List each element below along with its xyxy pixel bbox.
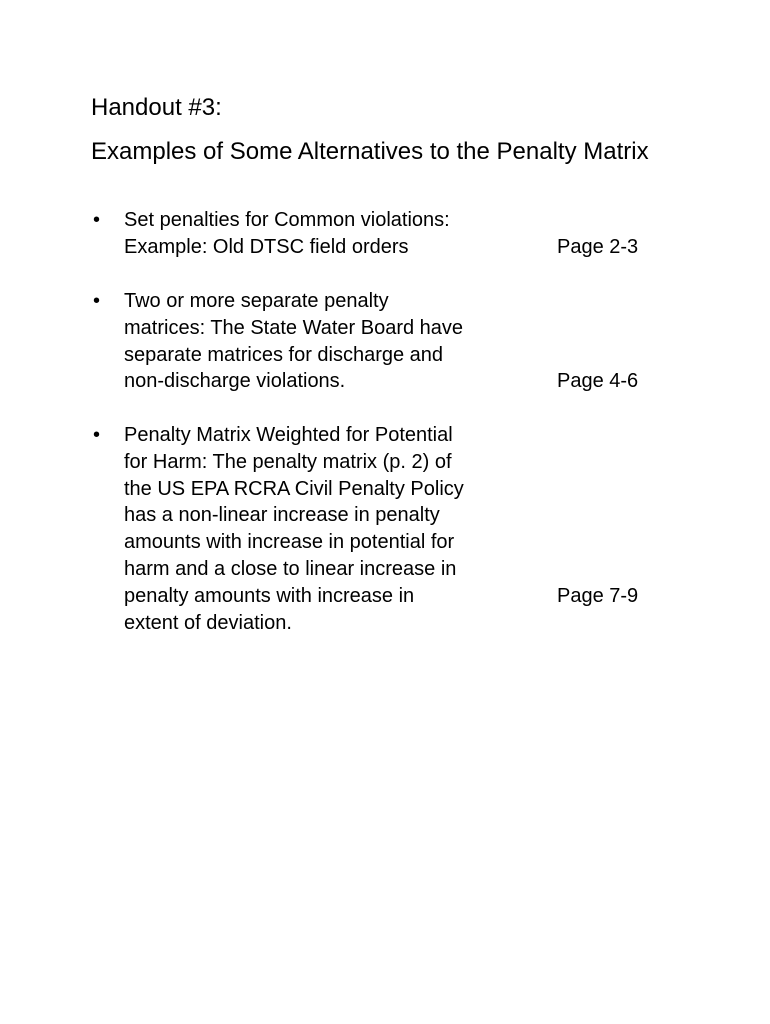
handout-label: Handout #3: bbox=[91, 94, 222, 121]
bullet-line: for Harm: The penalty matrix (p. 2) of bbox=[124, 450, 452, 473]
bullet-marker: • bbox=[93, 209, 101, 231]
bullet-line: amounts with increase in potential for bbox=[124, 531, 455, 554]
bullet-line: Set penalties for Common violations: bbox=[124, 209, 450, 231]
handout-title: Examples of Some Alternatives to the Penalty Matrix bbox=[91, 138, 649, 165]
bullet-line: separate matrices for discharge and bbox=[124, 343, 444, 366]
bullet-line: penalty amounts with increase in bbox=[124, 584, 415, 607]
bullet-line: matrices: The State Water Board have bbox=[124, 316, 464, 339]
bullet-marker: • bbox=[93, 424, 101, 446]
bullet-line: the US EPA RCRA Civil Penalty Policy bbox=[124, 477, 464, 500]
bullet-text bbox=[124, 422, 524, 636]
bullet-line: has a non-linear increase in penalty bbox=[124, 504, 440, 527]
bullet-line: harm and a close to linear increase in bbox=[124, 557, 457, 580]
bullet-line: non-discharge violations. bbox=[124, 370, 346, 393]
bullet-text bbox=[124, 288, 524, 395]
bullet-marker: • bbox=[93, 290, 101, 312]
bullet-line: extent of deviation. bbox=[124, 611, 292, 634]
bullet-text bbox=[124, 207, 524, 261]
page-reference: Page 2-3 bbox=[557, 235, 639, 258]
bullet-line: Two or more separate penalty bbox=[124, 290, 389, 312]
bullet-line: Example: Old DTSC field orders bbox=[124, 235, 409, 258]
page-reference: Page 7-9 bbox=[557, 584, 639, 607]
page-reference: Page 4-6 bbox=[557, 370, 639, 393]
bullet-line: Penalty Matrix Weighted for Potential bbox=[124, 424, 453, 446]
